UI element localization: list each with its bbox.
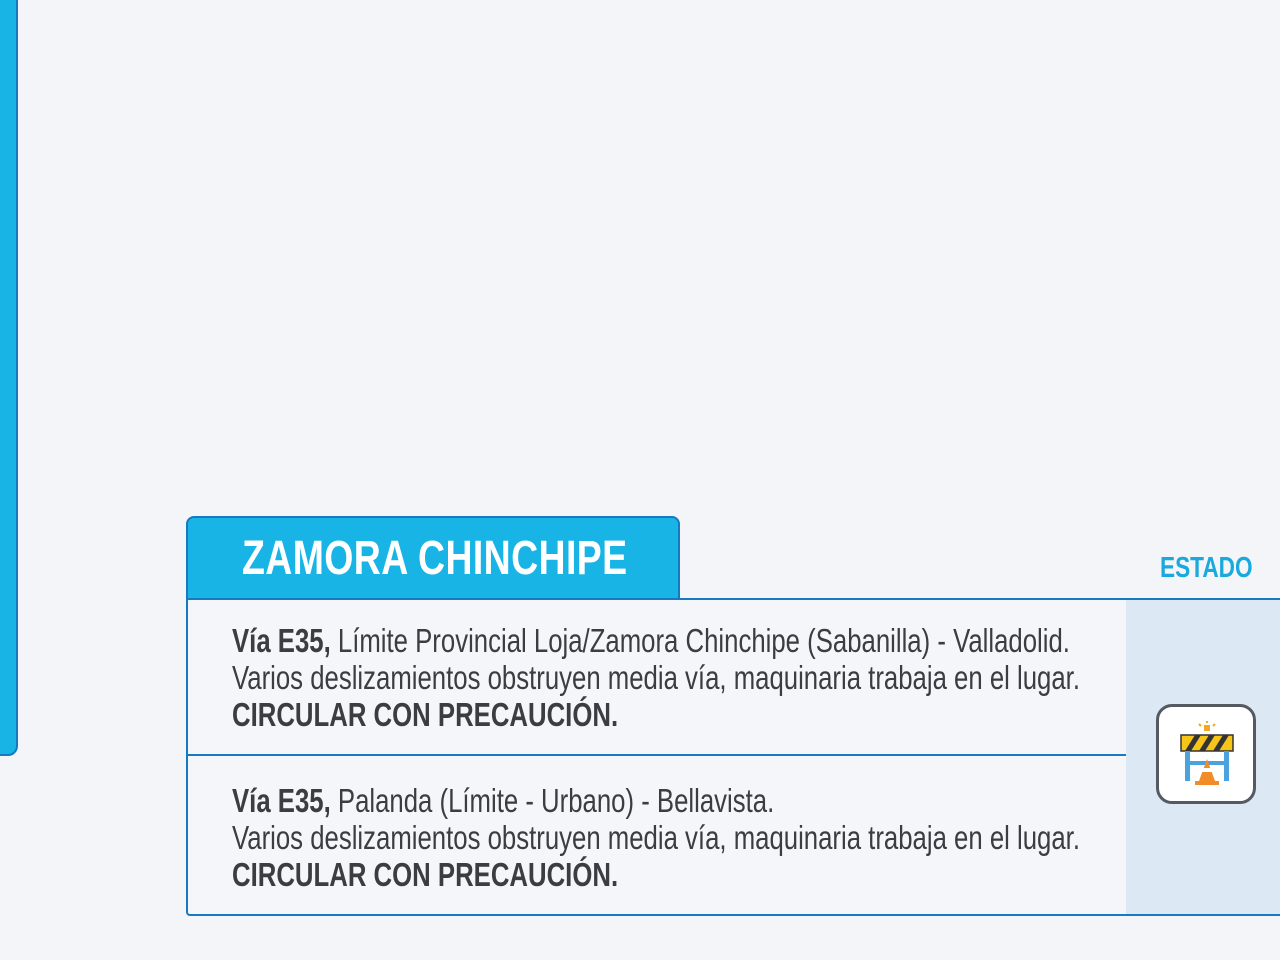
route-segment: Palanda (Límite - Urbano) - Bellavista.: [330, 782, 775, 819]
table-row: [188, 756, 1126, 914]
road-status-table: [186, 598, 1280, 916]
route-description: Varios deslizamientos obstruyen media vía, maquinaria trabaja en el lugar.: [232, 659, 1080, 696]
left-side-panel: [0, 0, 18, 756]
province-title: ZAMORA CHINCHIPE: [242, 531, 628, 585]
route-description: Varios deslizamientos obstruyen media vía, maquinaria trabaja en el lugar.: [232, 819, 1080, 856]
road-barrier-icon: [1156, 704, 1256, 804]
route-heading: [232, 622, 1070, 659]
route-code: Vía E35,: [232, 782, 331, 819]
route-action: CIRCULAR CON PRECAUCIÓN.: [232, 856, 619, 893]
province-header: [186, 516, 680, 600]
route-heading: [232, 782, 929, 819]
route-action: CIRCULAR CON PRECAUCIÓN.: [232, 696, 619, 733]
table-row: [188, 600, 1126, 756]
route-code: Vía E35,: [232, 622, 331, 659]
route-segment: Límite Provincial Loja/Zamora Chinchipe (Sabanilla) - Valladolid.: [330, 622, 1070, 659]
estado-column-header: ESTADO: [1160, 552, 1253, 584]
